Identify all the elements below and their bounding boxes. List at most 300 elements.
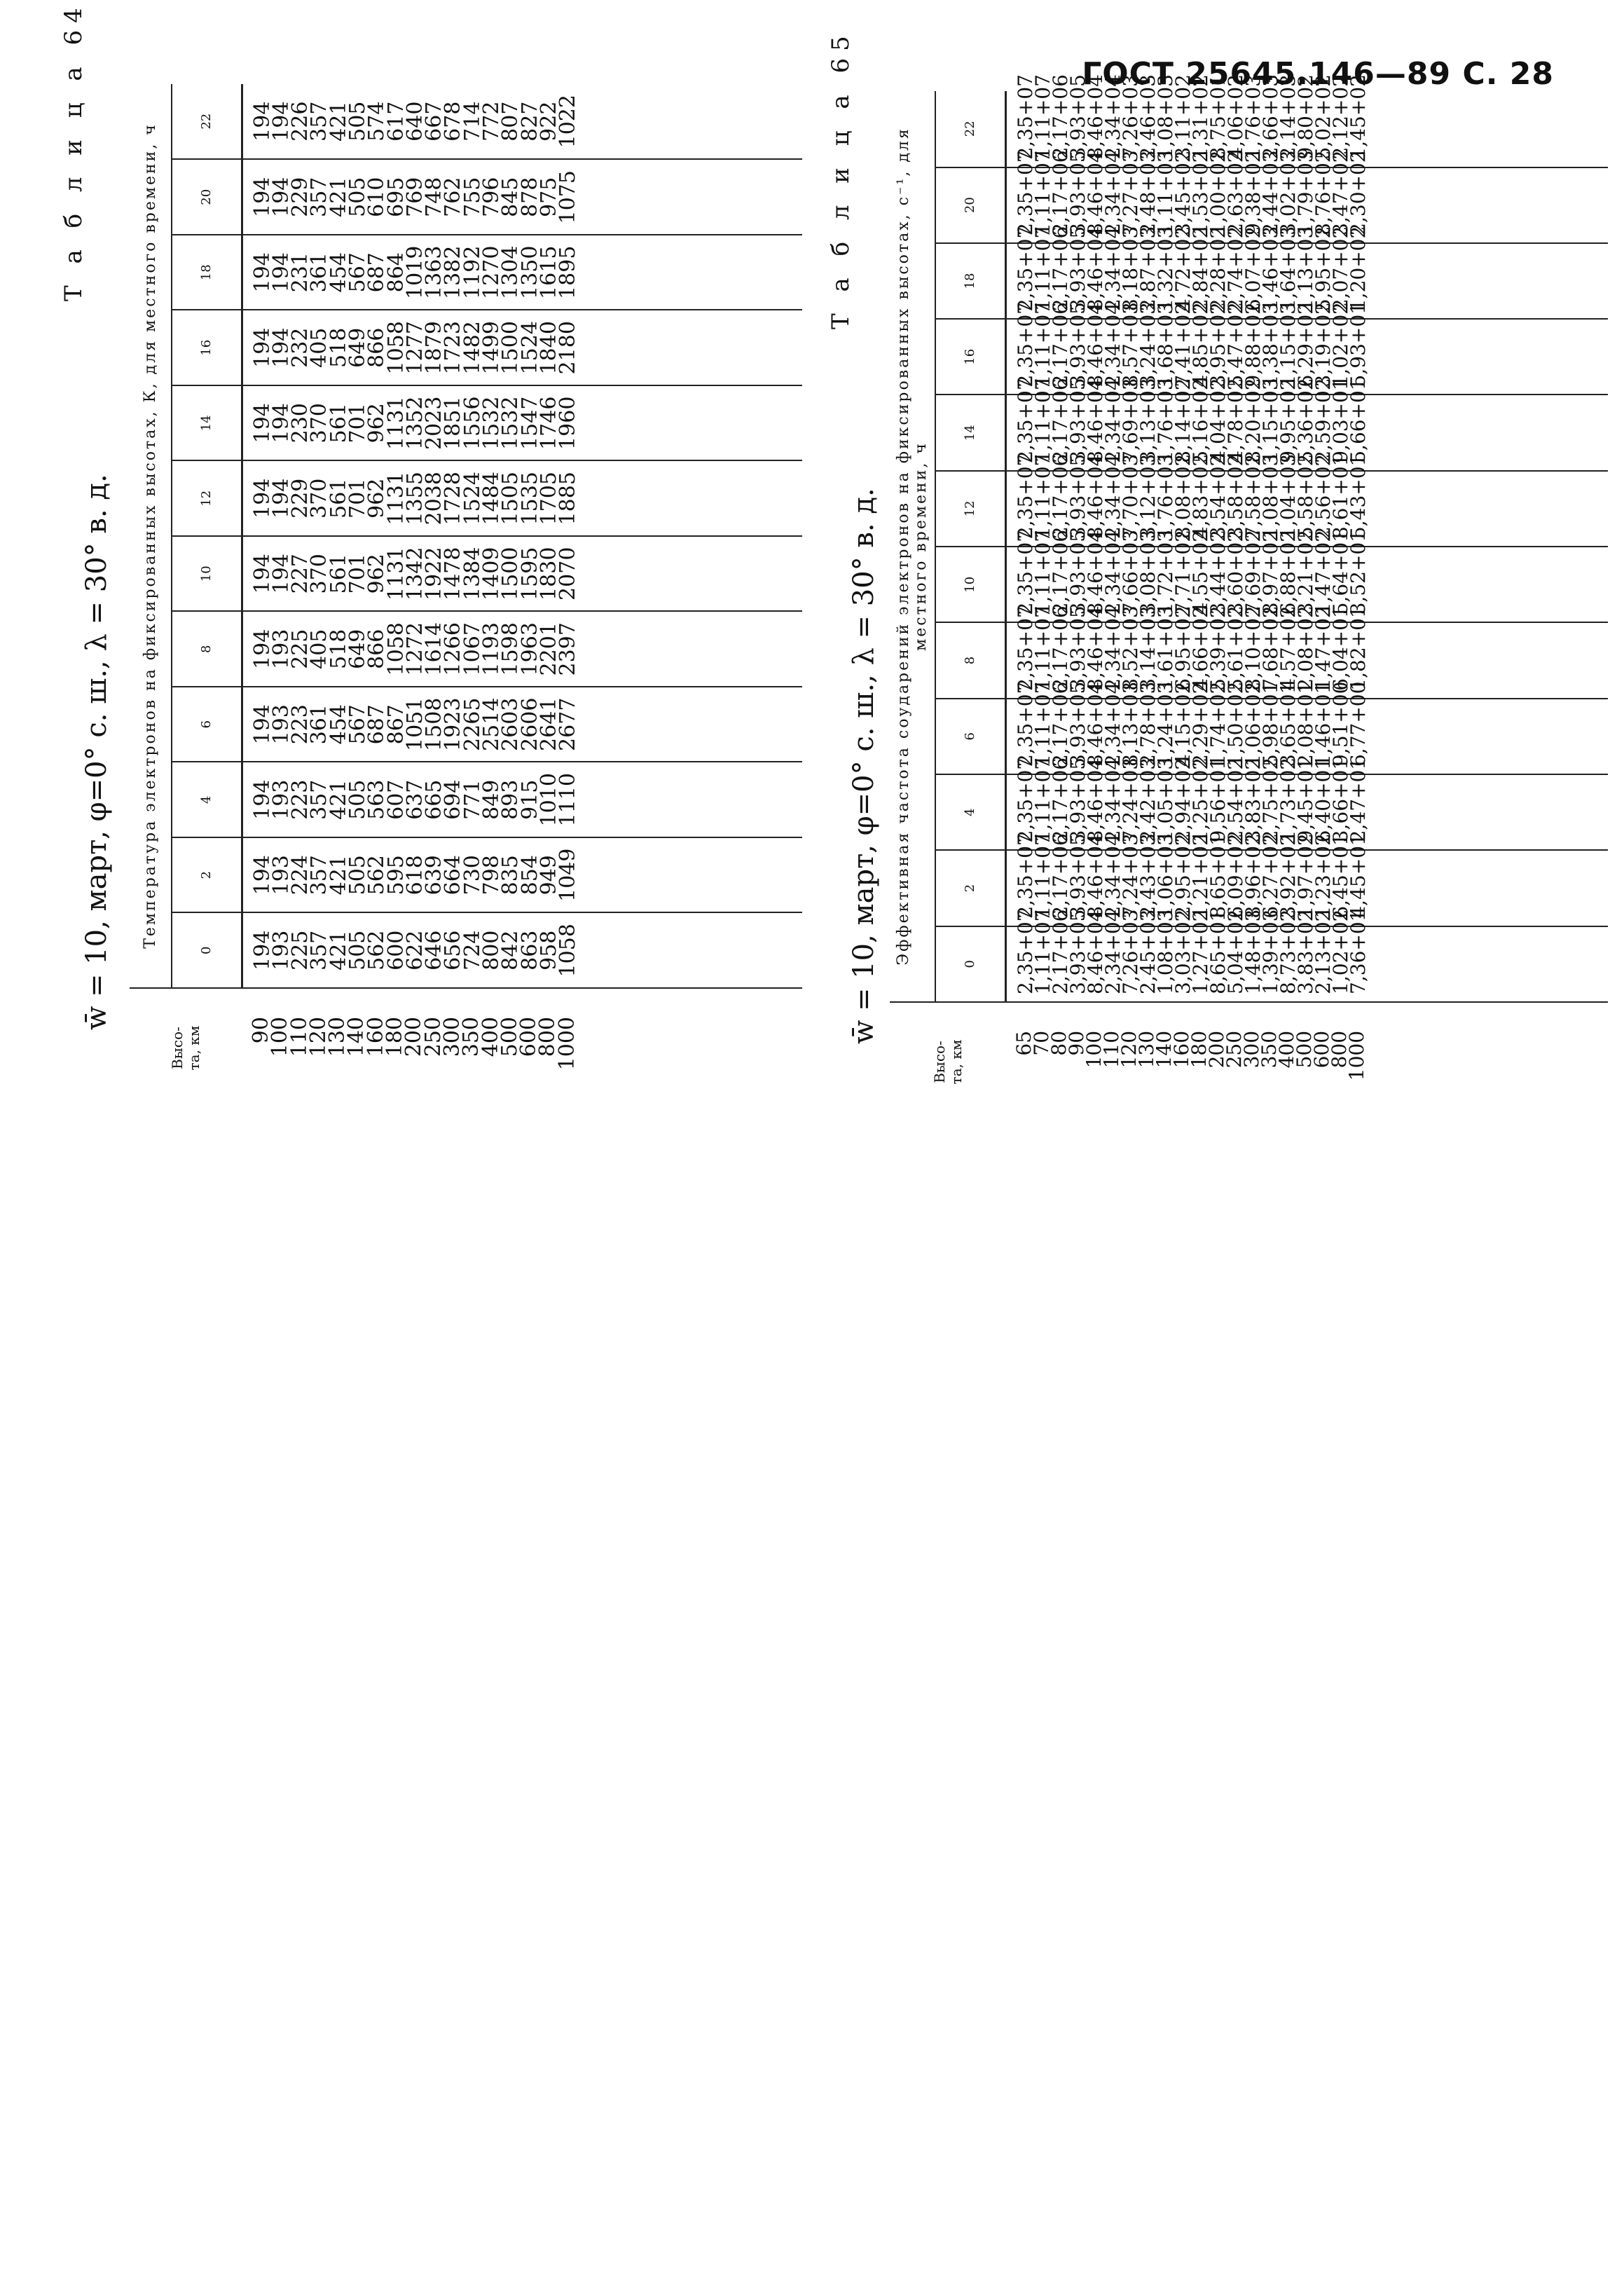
table64-cell: 649 bbox=[345, 327, 370, 368]
table65-col-header: 16 bbox=[935, 319, 1005, 395]
table64-cell: 1598 bbox=[498, 622, 523, 676]
table65-cell: 1,08+03 bbox=[1153, 74, 1177, 160]
table64-cell: 1960 bbox=[556, 396, 581, 450]
table65-cell: 2,35+07 bbox=[1013, 150, 1037, 235]
table65-cell: 2,34+04 bbox=[1101, 378, 1124, 463]
table65-cell: 1,11+07 bbox=[1031, 378, 1054, 463]
table65-cell: 1,11+03 bbox=[1153, 150, 1177, 235]
table64-cell: 1478 bbox=[441, 547, 466, 601]
table65-cell: 8,65+01 bbox=[1206, 909, 1230, 994]
table64-cell: 1615 bbox=[536, 245, 561, 299]
table65-altitude-value: 180 bbox=[1188, 1030, 1211, 1069]
table64-col-header: 20 bbox=[172, 160, 242, 235]
table65-cell: 2,35+07 bbox=[1013, 529, 1037, 615]
table65-cell: 1,50+02 bbox=[1223, 681, 1247, 767]
table65-cell: 7,69+02 bbox=[1241, 529, 1265, 615]
table65-cell: 4,78+02 bbox=[1223, 378, 1247, 463]
table64-cell: 1131 bbox=[383, 396, 408, 450]
table64-col-header: 8 bbox=[172, 612, 242, 687]
table65-cell: 6,09+02 bbox=[1223, 833, 1247, 919]
table64-cell: 505 bbox=[345, 855, 370, 896]
table65-cell: 3,58+02 bbox=[1223, 453, 1247, 540]
table65-cell: 3,52+01 bbox=[1346, 529, 1370, 615]
table65-cell: 2,84+02 bbox=[1188, 226, 1212, 312]
table64-cell: 194 bbox=[249, 554, 275, 594]
table64-cell: 664 bbox=[441, 855, 466, 896]
table65-cell: 3,12+03 bbox=[1136, 453, 1159, 540]
table64-cell: 421 bbox=[326, 930, 351, 971]
table65-cell: 1,02+02 bbox=[1328, 909, 1352, 994]
table64-cell: 505 bbox=[345, 930, 370, 971]
table64-cell: 1524 bbox=[517, 321, 542, 375]
table64-cell: 1922 bbox=[422, 547, 447, 601]
table64-cell: 701 bbox=[345, 403, 370, 444]
table64-col-header: 0 bbox=[172, 913, 242, 989]
table65-altitude-value: 400 bbox=[1275, 1030, 1298, 1069]
table65-cell: 2,17+06 bbox=[1048, 681, 1072, 767]
table64-cell: 1266 bbox=[441, 622, 466, 676]
table65-cell: 5,04+02 bbox=[1223, 909, 1247, 994]
table64-data-column bbox=[242, 385, 802, 461]
table65-header-title: Эффективная частота соударений электронов на фиксированных высотах, с⁻¹, для местного времени, ч bbox=[890, 91, 935, 1002]
table65-cell: 7,26+03 bbox=[1118, 909, 1142, 994]
table65-data-column bbox=[1005, 226, 1608, 319]
table64-altitude-column bbox=[242, 988, 802, 1107]
table64-cell: 610 bbox=[364, 177, 390, 217]
table64-cell: 1363 bbox=[422, 245, 447, 299]
table65-cell: 4,72+02 bbox=[1171, 226, 1195, 312]
table64-cell: 842 bbox=[498, 930, 523, 971]
table65-cell: 1,15+03 bbox=[1276, 302, 1300, 388]
table65-altitude-value: 200 bbox=[1205, 1030, 1228, 1069]
table64-cell: 194 bbox=[249, 855, 275, 896]
table65-cell: 1,15+03 bbox=[1258, 378, 1282, 463]
table65-cell: 5,47+02 bbox=[1223, 302, 1247, 388]
table64-altitude-value: 140 bbox=[344, 1017, 369, 1057]
table65-cell: 3,83+02 bbox=[1241, 757, 1265, 843]
table64-cell: 2603 bbox=[498, 697, 523, 751]
table65-cell: 3,44+02 bbox=[1206, 529, 1230, 615]
table64-cell: 1532 bbox=[479, 396, 504, 450]
table64-cell: 800 bbox=[479, 930, 504, 971]
table65-cell: 2,74+02 bbox=[1223, 226, 1247, 312]
table64-cell: 405 bbox=[307, 629, 332, 669]
table65-cell: 3,93+05 bbox=[1066, 909, 1089, 994]
table64-col-header: 6 bbox=[172, 687, 242, 762]
table64-cell: 1110 bbox=[556, 773, 581, 827]
table65-cell: 2,95+02 bbox=[1171, 833, 1195, 919]
table64-cell: 1723 bbox=[441, 321, 466, 375]
table64-cell: 1963 bbox=[517, 622, 542, 676]
table64-data-column bbox=[242, 913, 802, 989]
table65-cell: 1,79+03 bbox=[1293, 150, 1317, 235]
table65-cell: 1,11+07 bbox=[1031, 74, 1054, 160]
table64-cell: 357 bbox=[307, 779, 332, 820]
table64-cell: 1192 bbox=[460, 245, 485, 299]
table64-col-header: 16 bbox=[172, 310, 242, 386]
table65-col-header: 22 bbox=[935, 91, 1005, 167]
table65-cell: 2,56+02 bbox=[1311, 453, 1335, 540]
table65-cell: 2,34+04 bbox=[1101, 681, 1124, 767]
table64-cell: 687 bbox=[364, 252, 390, 293]
table65-cell: 6,04+01 bbox=[1328, 605, 1352, 691]
table65-cell: 6,07+02 bbox=[1241, 226, 1265, 312]
table65-cell: 8,46+04 bbox=[1083, 302, 1107, 388]
table65-cell: 8,75+01 bbox=[1206, 74, 1230, 160]
table65-cell: 2,34+04 bbox=[1101, 529, 1124, 615]
table64-cell: 357 bbox=[307, 101, 332, 142]
table64-data-column bbox=[242, 837, 802, 913]
table65-cell: 3,47+02 bbox=[1328, 150, 1352, 235]
table64-cell: 2038 bbox=[422, 472, 447, 526]
table65-cell: 6,29+02 bbox=[1293, 302, 1317, 388]
table65-cell: 2,34+04 bbox=[1101, 757, 1124, 843]
table65-cell: 2,34+04 bbox=[1101, 150, 1124, 235]
table64-cell: 1547 bbox=[517, 396, 542, 450]
table65-cell: 2,44+03 bbox=[1258, 150, 1282, 235]
table65-cell: 6,27+02 bbox=[1258, 833, 1282, 919]
table64-cell: 701 bbox=[345, 478, 370, 519]
table65-cell: 1,13+03 bbox=[1293, 226, 1317, 312]
table65-cell: 4,83+02 bbox=[1188, 453, 1212, 540]
table65-cell: 1,97+02 bbox=[1293, 833, 1317, 919]
table64-data-column bbox=[242, 84, 802, 160]
table65-cell: 1,53+02 bbox=[1188, 150, 1212, 235]
table65-cell: 9,56+01 bbox=[1206, 757, 1230, 843]
table64-cell: 1830 bbox=[536, 547, 561, 601]
table65-cell: 1,02+02 bbox=[1328, 302, 1352, 388]
table64-cell: 505 bbox=[345, 177, 370, 217]
table65-cell: 2,35+07 bbox=[1013, 757, 1037, 843]
table65-cell: 8,46+04 bbox=[1083, 529, 1107, 615]
table64-cell: 771 bbox=[460, 779, 485, 820]
table64-cell: 2023 bbox=[422, 396, 447, 450]
table65-cell: 2,35+07 bbox=[1013, 605, 1037, 691]
table65-cell: 4,15+02 bbox=[1171, 681, 1195, 767]
table65-cell: 2,34+04 bbox=[1101, 74, 1124, 160]
table65-cell: 1,11+07 bbox=[1031, 150, 1054, 235]
table64-cell: 223 bbox=[288, 704, 313, 745]
table65-cell: 1,11+07 bbox=[1031, 605, 1054, 691]
table64-cell: 962 bbox=[364, 478, 390, 519]
table65-altitude-value: 1000 bbox=[1345, 1030, 1368, 1081]
table65-cell: 8,18+03 bbox=[1118, 226, 1142, 312]
table64-cell: 1532 bbox=[498, 396, 523, 450]
table64-cell: 2677 bbox=[556, 697, 581, 751]
table64-cell: 962 bbox=[364, 554, 390, 594]
table65-cell: 1,11+07 bbox=[1031, 833, 1054, 919]
table64-cell: 194 bbox=[249, 779, 275, 820]
table64-cell: 1840 bbox=[536, 321, 561, 375]
table64-col-header: 10 bbox=[172, 536, 242, 612]
table65-cell: 8,46+04 bbox=[1083, 378, 1107, 463]
table65-cell: 2,17+06 bbox=[1048, 302, 1072, 388]
table64-cell: 1614 bbox=[422, 622, 447, 676]
table65-cell: 8,10+02 bbox=[1241, 605, 1265, 691]
table65-cell: 5,16+02 bbox=[1188, 378, 1212, 463]
table65-cell: 3,24+03 bbox=[1136, 302, 1159, 388]
table64-cell: 2606 bbox=[517, 697, 542, 751]
table65-cell: 2,17+06 bbox=[1048, 833, 1072, 919]
table65-cell: 4,45+01 bbox=[1346, 833, 1370, 919]
table64-cell: 600 bbox=[383, 930, 408, 971]
table65-cell: 7,36+01 bbox=[1346, 909, 1370, 994]
table64-cell: 714 bbox=[460, 101, 485, 142]
table64-cell: 878 bbox=[517, 177, 542, 217]
table64-cell: 866 bbox=[364, 327, 390, 368]
table65-cell: 3,54+02 bbox=[1206, 453, 1230, 540]
table65-cell: 8,76+02 bbox=[1311, 150, 1335, 235]
table65-cell: 2,13+02 bbox=[1311, 909, 1335, 994]
table64-cell: 849 bbox=[479, 779, 504, 820]
table64-data-column bbox=[242, 310, 802, 386]
table64-cell: 194 bbox=[268, 478, 294, 519]
table64-altitude-value: 90 bbox=[249, 1017, 273, 1044]
table64-cell: 1058 bbox=[383, 321, 408, 375]
table64-cell: 561 bbox=[326, 554, 351, 594]
table65-cell: 7,26+03 bbox=[1118, 74, 1142, 160]
table64-cell: 2180 bbox=[556, 321, 581, 375]
table65-cell: 3,93+05 bbox=[1066, 74, 1089, 160]
table64-data-column bbox=[242, 461, 802, 537]
table65-cell: 1,76+03 bbox=[1153, 378, 1177, 463]
table64-cell: 807 bbox=[498, 101, 523, 142]
table65-cell: 4,66+02 bbox=[1188, 605, 1212, 691]
table64-data-column bbox=[242, 687, 802, 762]
table65-cell: 5,93+01 bbox=[1346, 302, 1370, 388]
table64-cell: 1851 bbox=[441, 396, 466, 450]
table65-altitude-value: 90 bbox=[1065, 1030, 1088, 1056]
table65-cell: 3,19+02 bbox=[1311, 302, 1335, 388]
table64-cell: 827 bbox=[517, 101, 542, 142]
table65-cell: 3,14+03 bbox=[1136, 605, 1159, 691]
table65-cell: 2,45+03 bbox=[1136, 909, 1159, 994]
table64-cell: 194 bbox=[249, 403, 275, 444]
table64-cell: 2070 bbox=[556, 547, 581, 601]
table64-cell: 1270 bbox=[479, 245, 504, 299]
table64-cell: 229 bbox=[288, 478, 313, 519]
table65-cell: 3,93+05 bbox=[1066, 757, 1089, 843]
table64-cell: 232 bbox=[288, 327, 313, 368]
table64-col-header: 22 bbox=[172, 84, 242, 160]
table64-altitude-value: 200 bbox=[401, 1017, 427, 1057]
table65-cell: 1,48+03 bbox=[1241, 909, 1265, 994]
table64-cell: 755 bbox=[460, 177, 485, 217]
table64-cell: 194 bbox=[268, 403, 294, 444]
table64-altitude-header bbox=[130, 988, 242, 1107]
table65-cell: 2,17+06 bbox=[1048, 757, 1072, 843]
table65-cell: 8,96+02 bbox=[1241, 833, 1265, 919]
table65-cell: 1,47+02 bbox=[1311, 605, 1335, 691]
table65-cell: 1,11+07 bbox=[1031, 226, 1054, 312]
table64-cell: 421 bbox=[326, 177, 351, 217]
table64-cell: 561 bbox=[326, 403, 351, 444]
table65-col-header: 20 bbox=[935, 167, 1005, 243]
table65-cell: 1,32+03 bbox=[1153, 226, 1177, 312]
table64-col-header: 18 bbox=[172, 235, 242, 310]
table64-cell: 1705 bbox=[536, 472, 561, 526]
table64-cell: 866 bbox=[364, 629, 390, 669]
table64-cell: 1075 bbox=[556, 170, 581, 224]
table65-cell: 1,24+03 bbox=[1153, 681, 1177, 767]
table65-data-column bbox=[1005, 150, 1608, 243]
table64-cell: 194 bbox=[268, 554, 294, 594]
table65-cell: 2,12+02 bbox=[1328, 74, 1352, 160]
table64-cell: 225 bbox=[288, 629, 313, 669]
table64-cell: 1193 bbox=[479, 622, 504, 676]
table65-altitude-header-text: Высо- та, км bbox=[930, 1039, 965, 1085]
table65-altitude-value: 350 bbox=[1258, 1030, 1281, 1069]
table64-cell: 226 bbox=[288, 101, 313, 142]
table64-cell: 835 bbox=[498, 855, 523, 896]
table65-cell: 1,06+03 bbox=[1153, 833, 1177, 919]
table65-cell: 2,35+07 bbox=[1013, 833, 1037, 919]
table64-cell: 1482 bbox=[460, 321, 485, 375]
table64-cell: 1500 bbox=[498, 321, 523, 375]
table65-cell: 3,95+02 bbox=[1206, 302, 1230, 388]
table65-cell: 2,87+03 bbox=[1136, 226, 1159, 312]
table65-altitude-value: 800 bbox=[1328, 1030, 1351, 1069]
table65-cell: 2,35+07 bbox=[1013, 378, 1037, 463]
table65-cell: 8,46+04 bbox=[1083, 833, 1107, 919]
table65-cell: 8,57+03 bbox=[1118, 302, 1142, 388]
table65-altitude-value: 80 bbox=[1047, 1030, 1071, 1056]
table64-cell: 649 bbox=[345, 629, 370, 669]
table64-cell: 1535 bbox=[517, 472, 542, 526]
table65-altitude-value: 110 bbox=[1100, 1030, 1123, 1069]
table64-cell: 1556 bbox=[460, 396, 485, 450]
table65-cell: 3,93+05 bbox=[1066, 681, 1089, 767]
table65-cell: 7,27+03 bbox=[1118, 150, 1142, 235]
table65-cell: 2,35+07 bbox=[1013, 453, 1037, 540]
table65-cell: 1,06+02 bbox=[1241, 681, 1265, 767]
table65-cell: 3,66+01 bbox=[1328, 757, 1352, 843]
table64-cell: 958 bbox=[536, 930, 561, 971]
table65-altitude-value: 300 bbox=[1240, 1030, 1263, 1069]
table65-cell: 2,35+07 bbox=[1013, 226, 1037, 312]
table65-altitude-value: 70 bbox=[1030, 1030, 1053, 1056]
table64-cell: 975 bbox=[536, 177, 561, 217]
table64-cell: 748 bbox=[422, 177, 447, 217]
table65-cell: 1,46+03 bbox=[1258, 226, 1282, 312]
table65-cell: 1,61+03 bbox=[1153, 605, 1177, 691]
table65-data-column bbox=[1005, 605, 1608, 698]
table64-cell: 769 bbox=[402, 177, 427, 217]
table65-cell: 8,46+04 bbox=[1083, 150, 1107, 235]
table64-cell: 454 bbox=[326, 704, 351, 745]
table65-cell: 5,95+02 bbox=[1311, 226, 1335, 312]
table64-cell: 915 bbox=[517, 779, 542, 820]
table65-data-column bbox=[1005, 378, 1608, 470]
table64-cell: 1879 bbox=[422, 321, 447, 375]
table64-cell: 639 bbox=[422, 855, 447, 896]
table64-cell: 562 bbox=[364, 930, 390, 971]
table64-altitude-value: 400 bbox=[478, 1017, 503, 1057]
table65-formula: w̄ = 10, март, φ=0° с. ш., λ = 30° в. д. bbox=[848, 488, 880, 1044]
table64-cell: 567 bbox=[345, 252, 370, 293]
table64-cell: 607 bbox=[383, 779, 408, 820]
table65-cell: 2,29+02 bbox=[1188, 681, 1212, 767]
table64-cell: 518 bbox=[326, 327, 351, 368]
table64-cell: 1500 bbox=[498, 547, 523, 601]
table65-col-header: 10 bbox=[935, 547, 1005, 622]
table65-cell: 2,30+02 bbox=[1346, 150, 1370, 235]
table65-cell: 8,46+04 bbox=[1083, 681, 1107, 767]
table65-cell: 7,70+03 bbox=[1118, 453, 1142, 540]
table65-data-column bbox=[1005, 909, 1608, 1002]
table65-cell: 2,54+02 bbox=[1223, 757, 1247, 843]
table65-cell: 2,34+04 bbox=[1101, 605, 1124, 691]
table65-cell: 2,47+01 bbox=[1346, 757, 1370, 843]
table65-cell: 1,23+02 bbox=[1311, 833, 1335, 919]
table65-data-column bbox=[1005, 757, 1608, 850]
table64-cell: 854 bbox=[517, 855, 542, 896]
table65-cell: 2,17+06 bbox=[1048, 529, 1072, 615]
table64-cell: 618 bbox=[402, 855, 427, 896]
table65-cell: 1,73+02 bbox=[1276, 757, 1300, 843]
table65-cell: 2,34+04 bbox=[1101, 909, 1124, 994]
table65-col-header: 0 bbox=[935, 926, 1005, 1002]
table65-cell: 1,04+03 bbox=[1276, 453, 1300, 540]
table64-cell: 2641 bbox=[536, 697, 561, 751]
table64-cell: 361 bbox=[307, 704, 332, 745]
table65-data-column bbox=[1005, 833, 1608, 926]
table65-altitude-column bbox=[1005, 1002, 1608, 1121]
table65-cell: 9,95+02 bbox=[1276, 378, 1300, 463]
table64 bbox=[130, 84, 802, 1107]
table65-cell: 3,65+01 bbox=[1276, 681, 1300, 767]
table65-cell: 5,36+02 bbox=[1293, 378, 1317, 463]
table64-cell: 622 bbox=[402, 930, 427, 971]
table64-cell: 193 bbox=[268, 704, 294, 745]
table64-cell: 798 bbox=[479, 855, 504, 896]
table65-cell: 3,93+05 bbox=[1066, 302, 1089, 388]
table65-cell: 3,03+02 bbox=[1171, 909, 1195, 994]
table65-cell: 1,45+02 bbox=[1346, 74, 1370, 160]
table64-cell: 227 bbox=[288, 554, 313, 594]
table65-cell: 8,61+01 bbox=[1328, 453, 1352, 540]
table65-cell: 2,66+03 bbox=[1258, 74, 1282, 160]
table64-cell: 1885 bbox=[556, 472, 581, 526]
table65-cell: 1,08+03 bbox=[1153, 909, 1177, 994]
table65-cell: 3,93+05 bbox=[1066, 453, 1089, 540]
table65-altitude-value: 160 bbox=[1170, 1030, 1193, 1069]
table64-cell: 730 bbox=[460, 855, 485, 896]
table65-cell: 5,58+02 bbox=[1293, 453, 1317, 540]
table65-data-column bbox=[1005, 453, 1608, 547]
table64-altitude-value: 100 bbox=[268, 1017, 293, 1057]
table64-cell: 505 bbox=[345, 101, 370, 142]
table64-cell: 194 bbox=[249, 704, 275, 745]
table64-col-header: 12 bbox=[172, 461, 242, 537]
table64-cell: 1746 bbox=[536, 396, 561, 450]
table65-col-header: 18 bbox=[935, 243, 1005, 319]
table64-cell: 796 bbox=[479, 177, 504, 217]
table65-cell: 2,63+02 bbox=[1223, 150, 1247, 235]
table64-altitude-value: 120 bbox=[305, 1017, 331, 1057]
table65-cell: 4,55+02 bbox=[1188, 529, 1212, 615]
table65-cell: 6,77+00 bbox=[1346, 681, 1370, 767]
table64-cell: 640 bbox=[402, 101, 427, 142]
table64-cell: 1022 bbox=[556, 95, 581, 149]
table64-cell: 646 bbox=[422, 930, 447, 971]
table64-altitude-value: 800 bbox=[535, 1017, 560, 1057]
table65-cell: 1,08+03 bbox=[1258, 453, 1282, 540]
table64-cell: 1355 bbox=[402, 472, 427, 526]
table64-cell: 1524 bbox=[460, 472, 485, 526]
table64-col-header: 14 bbox=[172, 385, 242, 461]
table65-cell: 2,35+07 bbox=[1013, 302, 1037, 388]
